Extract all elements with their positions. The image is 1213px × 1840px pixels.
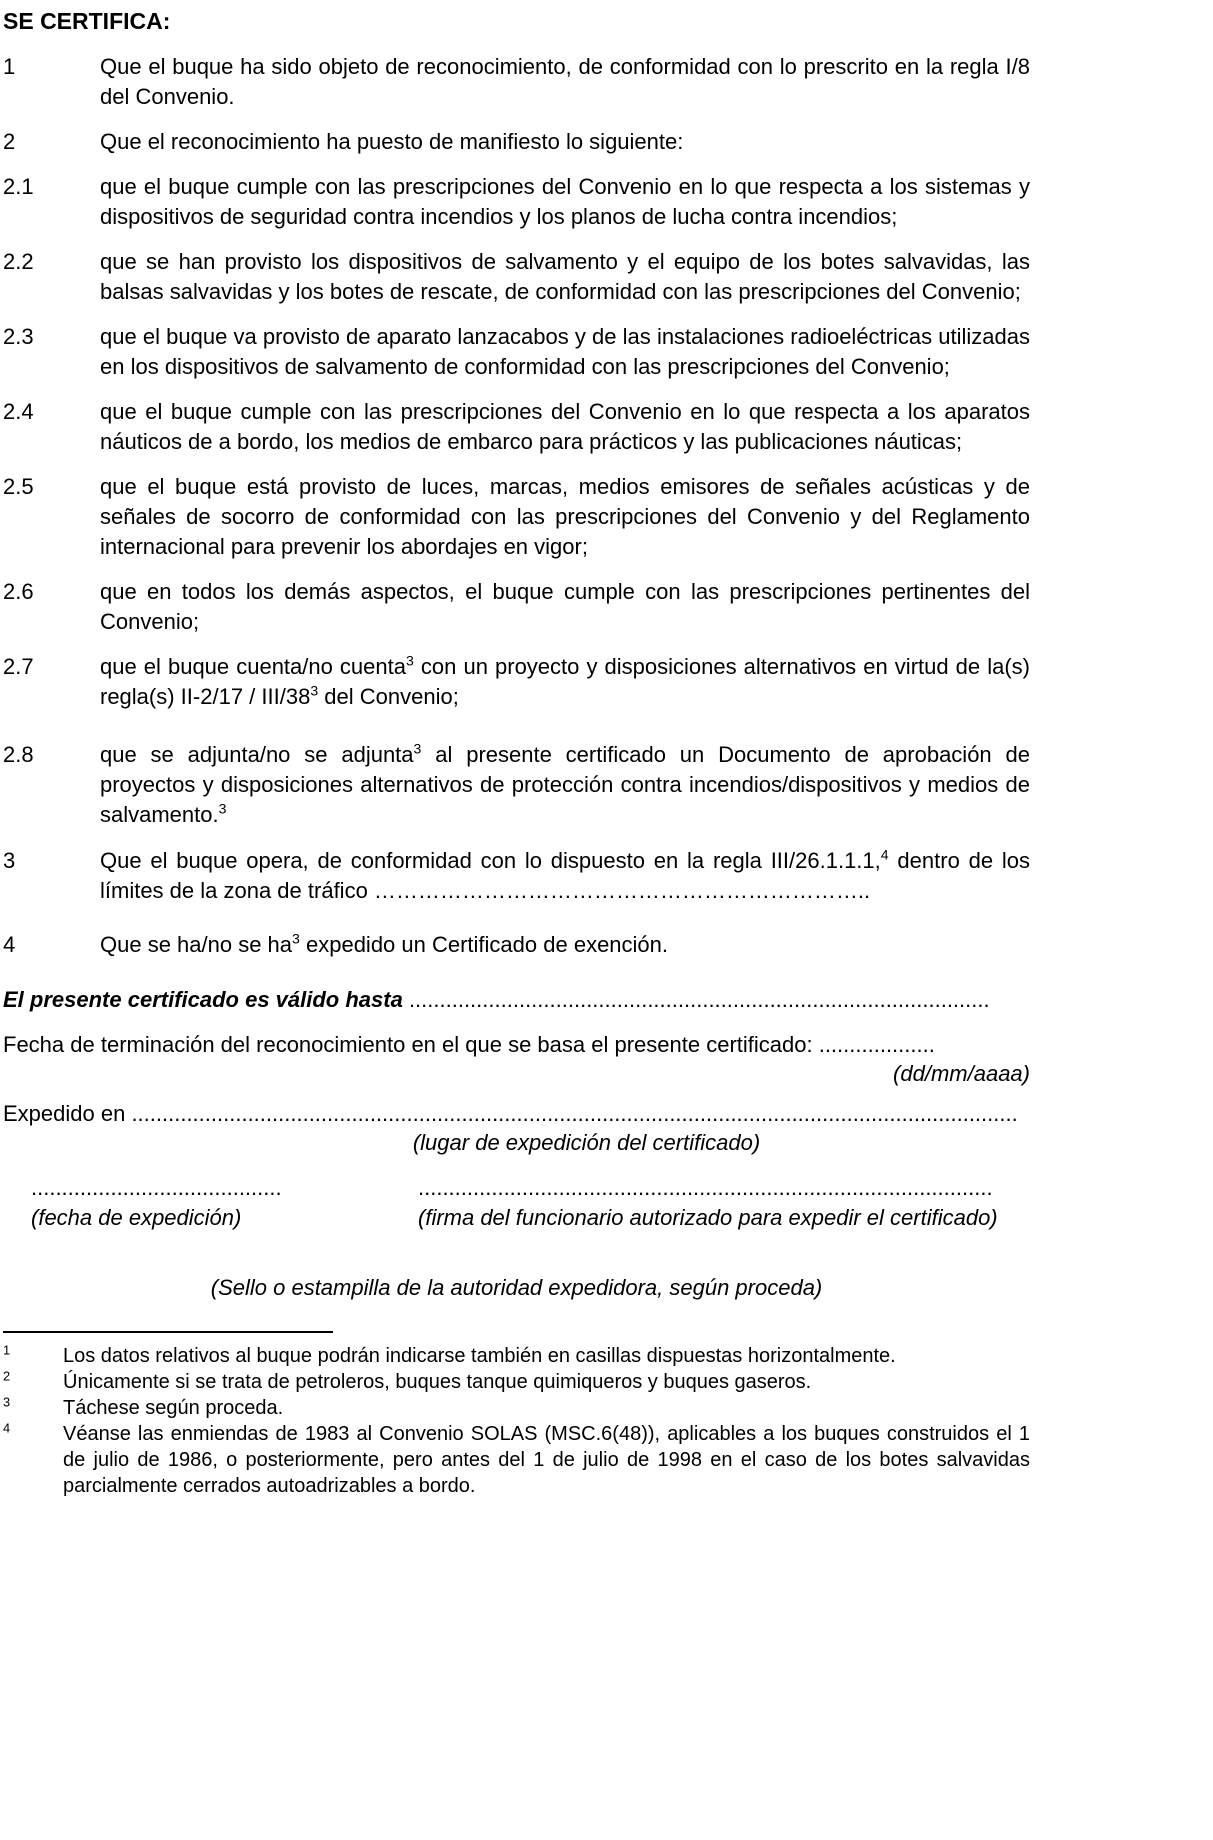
- footnote-separator: [3, 1331, 333, 1333]
- footnote-text: Táchese según proceda.: [63, 1397, 284, 1419]
- issued-at-dots: .................................................................................................................................................: [131, 1101, 1018, 1126]
- issued-at-label: Expedido en: [3, 1101, 132, 1126]
- clause-text: que el buque cumple con las prescripciones del Convenio en lo que respecta a los aparatos náuticos de a bordo, los medios de embarco para prácticos y las publicaciones náuticas;: [100, 399, 1030, 454]
- certificate-clause: [3, 577, 1030, 637]
- footnote-reference: 3: [413, 740, 422, 757]
- certificate-clause: [3, 52, 1030, 112]
- footnote-text: Véanse las enmiendas de 1983 al Convenio SOLAS (MSC.6(48)), aplicables a los buques construidos el 1 de julio de 1986, o posteriormente, pero antes del 1 de julio de 1998 en el caso de los botes salvavidas parcialmente cerrados autoadrizables a bordo.: [63, 1423, 1030, 1497]
- certificate-clause: [3, 846, 1030, 906]
- certificate-clause: [3, 397, 1030, 457]
- signature-date-label: (fecha de expedición): [31, 1205, 242, 1230]
- footnote-reference: 3: [292, 930, 300, 947]
- page-title: SE CERTIFICA:: [3, 8, 171, 34]
- certificate-clause: [3, 472, 1030, 562]
- issued-at-line: [3, 1099, 1030, 1129]
- clause-number: 3: [3, 848, 16, 873]
- clauses-list: [3, 52, 1030, 960]
- seal-note: (Sello o estampilla de la autoridad expedidora, según proceda): [210, 1275, 823, 1300]
- signature-sign-label: (firma del funcionario autorizado para expedir el certificado): [418, 1205, 998, 1230]
- clause-text: que el buque va provisto de aparato lanzacabos y de las instalaciones radioeléctricas utilizadas en los dispositivos de salvamento de conformidad con las prescripciones del Convenio;: [100, 324, 1030, 379]
- valid-until-dots: ...............................................................................................: [408, 987, 990, 1012]
- footnote-text: Los datos relativos al buque podrán indicarse también en casillas dispuestas horizontalmente.: [63, 1345, 896, 1367]
- valid-until-line: [3, 985, 1030, 1015]
- certificate-clause: [3, 172, 1030, 232]
- completion-date-line: [3, 1030, 1030, 1060]
- clause-number: 2.7: [3, 654, 34, 679]
- signature-date-dots: .........................................: [31, 1175, 282, 1200]
- clause-text: que el buque cuenta/no cuenta$^3$ con un proyecto y disposiciones alternativos en virtud de la(s) regla(s) II-2/17 / III/$38^3$ del Convenio;: [100, 652, 1030, 709]
- clause-text: Que el buque opera, de conformidad con lo dispuesto en la regla III/26.1.1.1,$^4$ dentro de los límites de la zona de tráfico …………………………………………………………..: [100, 846, 1031, 903]
- certificate-clause: [3, 247, 1030, 307]
- footnote-number: 3: [3, 1394, 11, 1410]
- signature-sign-dots: ..............................................................................................: [418, 1175, 993, 1200]
- clause-number: 4: [3, 932, 16, 957]
- signature-block: [31, 1173, 1030, 1233]
- clause-text: Que el buque ha sido objeto de reconocimiento, de conformidad con lo prescrito en la regla I/8 del Convenio.: [100, 54, 1030, 109]
- clause-number: 2.2: [3, 249, 34, 274]
- certificate-clause: [3, 322, 1030, 382]
- footnote-number: 1: [3, 1342, 11, 1358]
- footnote: [3, 1395, 1030, 1421]
- clause-text: Que se ha/no se $ha^3$ expedido un Certificado de exención.: [100, 930, 669, 957]
- footnote-reference: 3: [218, 800, 227, 817]
- certificate-clause: [3, 740, 1030, 830]
- clause-number: 2.3: [3, 324, 34, 349]
- clause-number: 2.4: [3, 399, 34, 424]
- clause-number: 2.8: [3, 742, 34, 767]
- completion-date-label: Fecha de terminación del reconocimiento en el que se basa el presente certificado:: [3, 1032, 819, 1057]
- footnote: [3, 1421, 1030, 1499]
- footnote-reference: 4: [880, 846, 889, 863]
- clause-number: 2.1: [3, 174, 34, 199]
- clause-number: 1: [3, 54, 16, 79]
- clause-text: que el buque está provisto de luces, marcas, medios emisores de señales acústicas y de señales de socorro de conformidad con las prescripciones del Convenio y del Reglamento internacional para prevenir los abordajes en vigor;: [100, 474, 1030, 559]
- footnote-text: Únicamente si se trata de petroleros, buques tanque quimiqueros y buques gaseros.: [63, 1371, 812, 1393]
- clause-number: 2: [3, 129, 16, 154]
- footnote-number: 4: [3, 1420, 11, 1436]
- clause-text: que en todos los demás aspectos, el buque cumple con las prescripciones pertinentes del Convenio;: [100, 579, 1030, 634]
- clause-text: que se adjunta/no se adjunta$^3$ al presente certificado un Documento de aprobación de proyectos y disposiciones alternativos de protección contra incendios/dispositivos y medios de salvamento.$^3$: [100, 740, 1030, 827]
- clause-text: Que el reconocimiento ha puesto de manifiesto lo siguiente:: [100, 129, 684, 154]
- completion-date-dots: ...................: [818, 1032, 935, 1057]
- signature-sign-column: [418, 1173, 1030, 1233]
- clause-text: que el buque cumple con las prescripciones del Convenio en lo que respecta a los sistemas y dispositivos de seguridad contra incendios y los planos de lucha contra incendios;: [100, 174, 1030, 229]
- signature-date-column: [31, 1173, 286, 1233]
- footnote: [3, 1369, 1030, 1395]
- issue-place-hint: (lugar de expedición del certificado): [412, 1130, 761, 1155]
- date-format-hint: (dd/mm/aaaa): [893, 1061, 1030, 1086]
- certificate-clause: [3, 930, 1030, 960]
- footnote-reference: 3: [406, 652, 414, 669]
- footnote-reference: 3: [310, 682, 319, 699]
- certificate-clause: [3, 652, 1030, 712]
- footnotes-list: [3, 1343, 1030, 1499]
- clause-number: 2.5: [3, 474, 34, 499]
- footnote-number: 2: [3, 1368, 11, 1384]
- valid-until-label: El presente certificado es válido hasta: [3, 987, 409, 1012]
- certificate-clause: [3, 127, 1030, 157]
- clause-text: que se han provisto los dispositivos de salvamento y el equipo de los botes salvavidas, las balsas salvavidas y los botes de rescate, de conformidad con las prescripciones del Convenio;: [100, 249, 1030, 304]
- footnote: [3, 1343, 1030, 1369]
- clause-number: 2.6: [3, 579, 34, 604]
